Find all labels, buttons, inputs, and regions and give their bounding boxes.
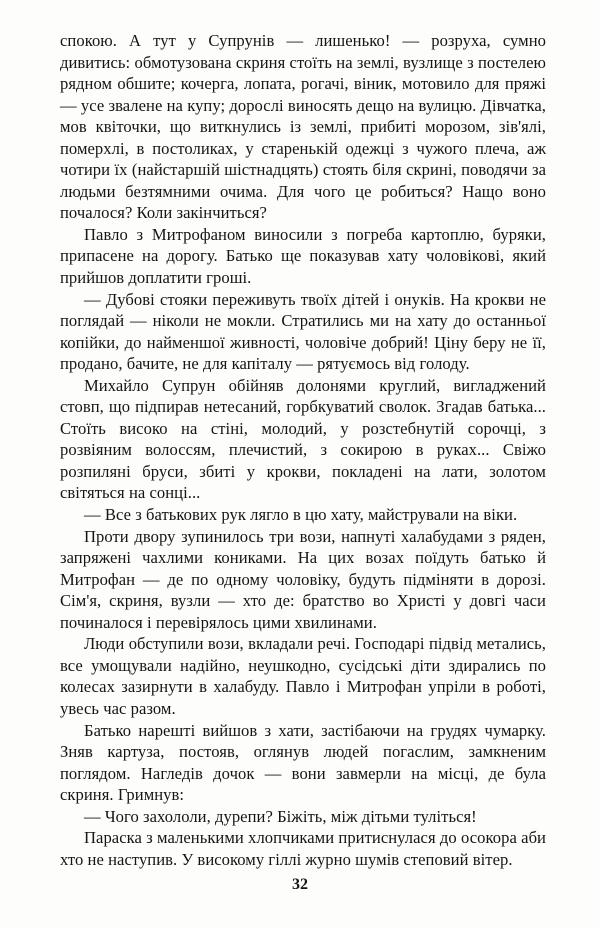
paragraph-9: — Чого захололи, дурепи? Біжіть, між дітьми туліться! <box>84 806 477 826</box>
paragraph-8: Батько нарешті вийшов з хати, застібаючи на грудях чумарку. Зняв картуза, постояв, оглянув людей погаслим, замкненим поглядом. Нагледів дочок — вони завмерли на місці, де була скриня. Гримнув: <box>60 720 546 805</box>
paragraph-5: — Все з батькових рук лягло в цю хату, майстрували на віки. <box>84 505 518 525</box>
paragraph-3: — Дубові стояки переживуть твоїх дітей і онуків. На крокви не поглядай — ніколи не мокли. Стратились ми на хату до останньої копійки, до найменшої живності, чоловіче добрий! Ціну беру не її, продано, бачите, не для капіталу — рятуємось від голоду. <box>60 289 546 374</box>
page-number: 32 <box>292 876 308 893</box>
paragraph-4: Михайло Супрун обійняв долонями круглий, вигладжений стовп, що підпирав нетесаний, горбкуватий сволок. Згадав батька... Стоїть високо на стіні, молодий, у розстебнутій сорочці, з розвіяним волоссям, плечистий, з сокирою в руках... Свіжо розпиляні бруси, збиті у крокви, покладені на лати, золотом світяться на сонці... <box>60 375 546 503</box>
paragraph-1: спокою. А тут у Супрунів — лишенько! — розруха, сумно дивитись: обмотузована скриня стоїть на землі, вузлище з постелею рядном обшите; кочерга, лопата, рогачі, віник, мотовило для пряжі — усе звалене на купу; дорослі виносять дещо на вулицю. Дівчатка, мов квіточки, що виткнулись із землі, прибиті морозом, зів'ялі, померхлі, в постоликах, у старенькій одежці з чужого плеча, аж чотири їх (найстаршій шістнадцять) стоять біля скрині, поводячи за людьми безтямними очима. Для чого це робиться? Нащо воно почалося? Коли закінчиться? <box>60 31 546 223</box>
paragraph-6: Проти двору зупинилось три вози, напнуті халабудами з ряден, запряжені чахлими кониками. На цих возах поїдуть батько й Митрофан — де по одному чоловіку, будуть підміняти в дорозі. Сім'я, скриня, вузли — хто де: братство во Христі у довгі часи починалося і перевірялось цими хвилинами. <box>60 526 546 632</box>
page-body-text <box>60 30 546 870</box>
paragraph-10: Параска з маленькими хлопчиками притиснулася до осокора аби хто не наступив. У високому гіллі журно шумів степовий вітер. <box>60 828 546 869</box>
paragraph-7: Люди обступили вози, вкладали речі. Господарі підвід метались, все умощували надійно, неушкодно, сусідські діти здирались по колесах зазирнути в халабуду. Павло і Митрофан упріли в роботі, увесь час разом. <box>60 634 546 718</box>
paragraph-2: Павло з Митрофаном виносили з погреба картоплю, буряки, припасене на дорогу. Батько ще показував хату чоловікові, який прийшов доплатити гроші. <box>60 224 546 288</box>
